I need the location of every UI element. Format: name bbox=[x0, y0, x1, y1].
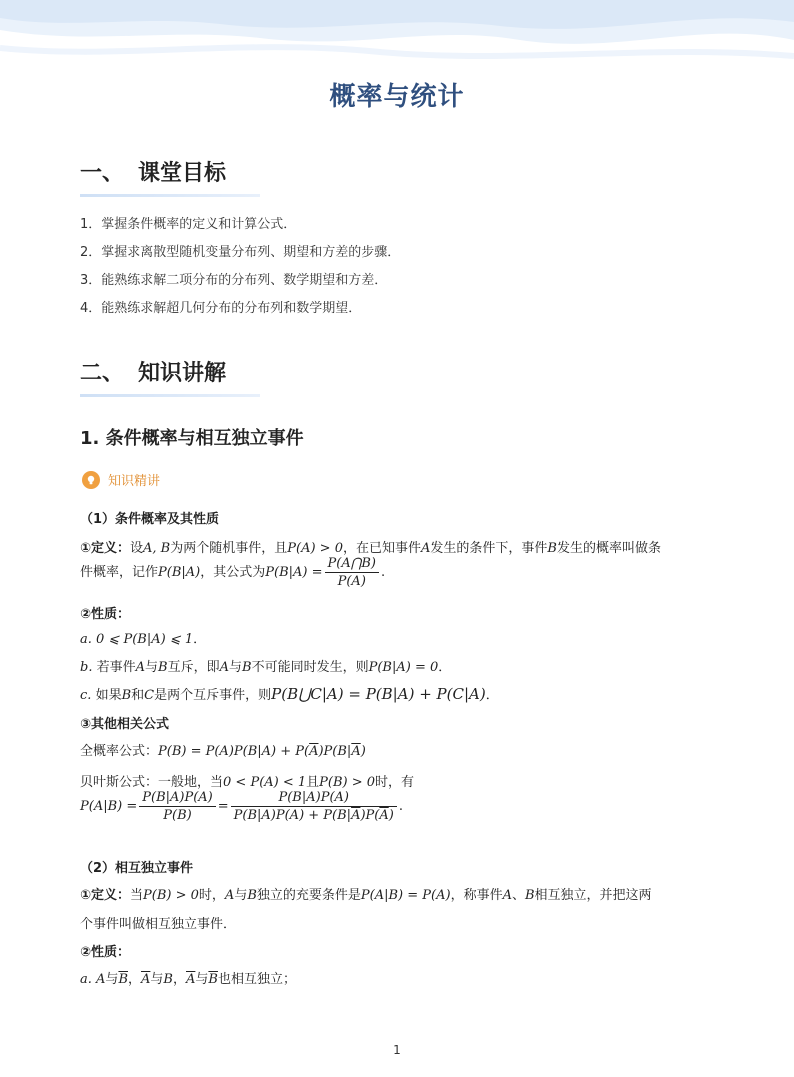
math: P(B) = P(A)P(B|A) + P( bbox=[158, 744, 310, 759]
math: P(A|B) = bbox=[80, 799, 138, 814]
item-prefix: c. bbox=[80, 688, 92, 703]
independence-property-a bbox=[80, 968, 296, 987]
text: ，在已知事件 bbox=[342, 541, 421, 556]
math: P(A) > 0 bbox=[287, 541, 343, 556]
bayes-intro bbox=[80, 771, 414, 790]
document-title: 概率与统计 bbox=[329, 82, 465, 112]
math: A, B bbox=[143, 541, 171, 556]
fraction bbox=[139, 790, 216, 823]
math: $\overline{A}$ bbox=[186, 972, 196, 987]
math: ) bbox=[360, 744, 366, 759]
math: P(B|A) = bbox=[265, 565, 323, 580]
text: 与 bbox=[229, 660, 243, 675]
lightbulb-icon bbox=[82, 471, 100, 489]
math: B bbox=[158, 660, 168, 675]
math: P(B|A) = 0 bbox=[368, 660, 439, 675]
math: A bbox=[96, 972, 106, 987]
text: ． bbox=[485, 688, 499, 703]
section-number: 二、 bbox=[80, 361, 125, 386]
property-label: ②性质： bbox=[80, 945, 131, 960]
math: B bbox=[547, 541, 557, 556]
math: P(B|A)P(A) + P(B| bbox=[233, 808, 352, 823]
list-item: 1．掌握条件概率的定义和计算公式． bbox=[80, 217, 297, 232]
math: B bbox=[242, 660, 252, 675]
text: 若事件 bbox=[96, 660, 136, 675]
text: 独立的充要条件是 bbox=[256, 888, 361, 903]
text: ， bbox=[172, 972, 186, 987]
math: 0 < P(A) < 1 bbox=[223, 775, 307, 790]
section-title: 课堂目标 bbox=[138, 161, 227, 186]
part-heading: （2）相互独立事件 bbox=[80, 861, 194, 876]
text: ，其公式为 bbox=[200, 565, 266, 580]
item-prefix: a. bbox=[80, 632, 92, 647]
denominator bbox=[231, 807, 397, 823]
text: 与 bbox=[234, 888, 248, 903]
math: $\overline{B}$ bbox=[208, 972, 218, 987]
text: 与 bbox=[105, 972, 119, 987]
text: 件概率，记作 bbox=[80, 565, 159, 580]
text: ，称事件 bbox=[450, 888, 503, 903]
text: ． bbox=[438, 660, 452, 675]
text: 全概率公式： bbox=[80, 744, 159, 759]
list-item: 2．掌握求离散型随机变量分布列、期望和方差的步骤． bbox=[80, 245, 401, 260]
bayes-formula bbox=[80, 790, 403, 823]
text: 不可能同时发生，则 bbox=[251, 660, 369, 675]
math: 0 ⩽ P(B|A) ⩽ 1 bbox=[96, 632, 194, 647]
text: 贝叶斯公式：一般地，当 bbox=[80, 775, 224, 790]
math: C bbox=[144, 688, 155, 703]
section-heading-goals bbox=[80, 156, 226, 187]
math: P(B) > 0 bbox=[319, 775, 376, 790]
math: $\overline{B}$ bbox=[118, 972, 128, 987]
text: 互斥，即 bbox=[167, 660, 220, 675]
math: = bbox=[217, 799, 229, 814]
text: 与 bbox=[195, 972, 209, 987]
math: $\overline{A}$ bbox=[141, 972, 151, 987]
definition-formula-line bbox=[80, 556, 385, 589]
numerator: P(B|A)P(A) bbox=[231, 790, 397, 807]
item-prefix: b. bbox=[80, 660, 93, 675]
text: . bbox=[381, 565, 386, 580]
property-b bbox=[80, 656, 451, 675]
math: $\overline{A}$ bbox=[351, 808, 361, 823]
section-title: 知识讲解 bbox=[138, 361, 227, 386]
independence-definition-cont: 个事件叫做相互独立事件． bbox=[80, 917, 237, 932]
text: ， bbox=[128, 972, 142, 987]
math: A bbox=[421, 541, 431, 556]
subsection-heading: 1. 条件概率与相互独立事件 bbox=[80, 428, 304, 449]
fraction bbox=[325, 556, 380, 589]
text: 、 bbox=[511, 888, 525, 903]
math: A bbox=[135, 660, 146, 675]
numerator: P(B|A)P(A) bbox=[139, 790, 216, 807]
math: A bbox=[224, 888, 235, 903]
header-wave-decoration bbox=[0, 0, 794, 70]
label: ①定义： bbox=[80, 888, 131, 903]
math: $\overline{A}$ bbox=[309, 744, 319, 759]
list-item: 3．能熟练求解二项分布的分布列、数学期望和方差． bbox=[80, 273, 388, 288]
section-underline bbox=[80, 194, 260, 197]
math: $\overline{A}$ bbox=[379, 808, 389, 823]
text: 也相互独立； bbox=[217, 972, 296, 987]
text: 和 bbox=[131, 688, 145, 703]
math: )P( bbox=[360, 808, 380, 823]
property-a bbox=[80, 628, 206, 647]
property-label: ②性质： bbox=[80, 607, 131, 622]
definition-line bbox=[80, 537, 661, 556]
math: A bbox=[502, 888, 512, 903]
item-prefix: a. bbox=[80, 972, 92, 987]
property-c bbox=[80, 684, 499, 703]
text: 与 bbox=[150, 972, 164, 987]
label: ①定义： bbox=[80, 541, 131, 556]
text: 相互独立，并把这两 bbox=[534, 888, 652, 903]
math: $\overline{A}$ bbox=[351, 744, 361, 759]
text: 发生的条件下，事件 bbox=[430, 541, 548, 556]
math: )P(B| bbox=[318, 744, 352, 759]
text: 为两个随机事件，且 bbox=[170, 541, 288, 556]
numerator: P(A⋂B) bbox=[325, 556, 380, 573]
knowledge-tag bbox=[82, 470, 160, 489]
math: B bbox=[121, 688, 132, 703]
math: ) bbox=[388, 808, 394, 823]
text: ． bbox=[193, 632, 207, 647]
fraction bbox=[231, 790, 397, 823]
text: 设 bbox=[130, 541, 144, 556]
total-probability-formula bbox=[80, 740, 366, 759]
text: . bbox=[398, 799, 403, 814]
section-heading-knowledge bbox=[80, 356, 226, 387]
math: B bbox=[247, 888, 257, 903]
part-heading: （1）条件概率及其性质 bbox=[80, 512, 220, 527]
list-item: 4．能熟练求解超几何分布的分布列和数学期望． bbox=[80, 301, 362, 316]
section-number: 一、 bbox=[80, 161, 125, 186]
math: P(B⋃C|A) = P(B|A) + P(C|A) bbox=[271, 685, 486, 703]
text: 是两个互斥事件，则 bbox=[154, 688, 272, 703]
denominator: P(B) bbox=[163, 808, 192, 823]
math: B bbox=[524, 888, 535, 903]
math: A bbox=[219, 660, 229, 675]
text: 当 bbox=[130, 888, 144, 903]
other-formulas-label: ③其他相关公式 bbox=[80, 717, 170, 732]
tag-label: 知识精讲 bbox=[108, 474, 161, 489]
text: 且 bbox=[306, 775, 320, 790]
math: P(B|A) bbox=[158, 565, 201, 580]
math: P(B) > 0 bbox=[143, 888, 199, 903]
section-underline bbox=[80, 394, 260, 397]
text: 时，有 bbox=[375, 775, 415, 790]
text: 发生的概率叫做条 bbox=[556, 541, 661, 556]
text: 如果 bbox=[95, 688, 122, 703]
math: P(A|B) = P(A) bbox=[360, 888, 451, 903]
text: 时， bbox=[198, 888, 225, 903]
goals-list bbox=[80, 216, 400, 328]
math: B bbox=[163, 972, 173, 987]
denominator: P(A) bbox=[337, 574, 366, 589]
text: 与 bbox=[145, 660, 159, 675]
page-number: 1 bbox=[393, 1043, 401, 1057]
independence-definition bbox=[80, 884, 652, 903]
